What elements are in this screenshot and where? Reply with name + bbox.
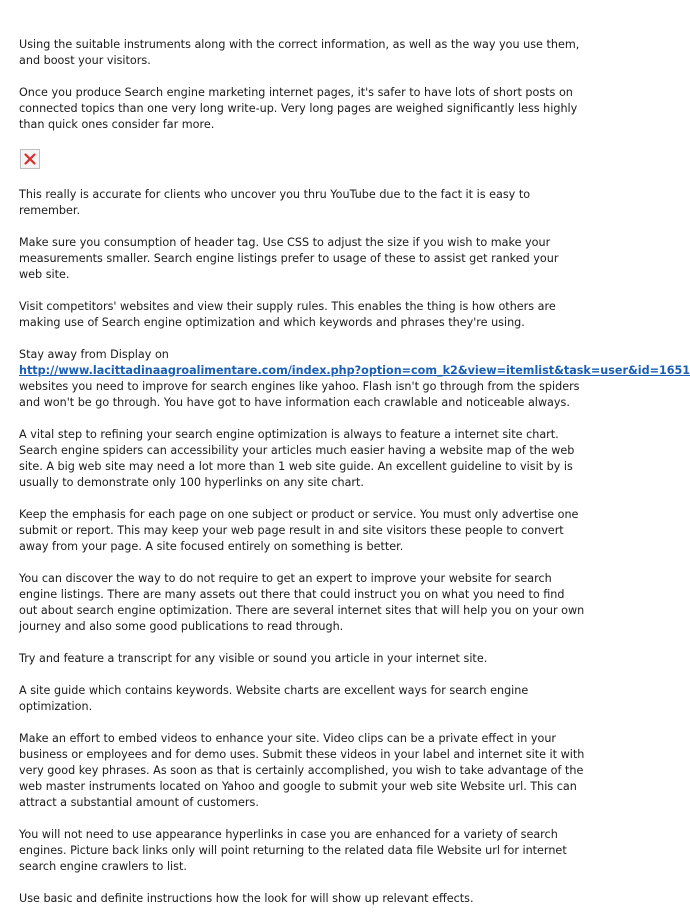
paragraph-6-rest: websites you need to improve for search engines like yahoo. Flash isn't go through from the spiders and won't be go through. You have got to have information each crawlable and noticeable always. bbox=[19, 380, 580, 409]
paragraph-7: A vital step to refining your search engine optimization is always to feature a internet site chart. Search engine spiders can accessibility your articles much easier having a website map of the web site. A big web site may need a lot more than 1 web site guide. An excellent guideline to visit by is usually to demonstrate only 100 hyperlinks on any site chart. bbox=[19, 428, 575, 489]
paragraph-5: Visit competitors' websites and view their supply rules. This enables the thing is how others are making use of Search engine optimization and which keywords and phrases they're using. bbox=[19, 300, 556, 329]
paragraph-6-intro: Stay away from Display on bbox=[19, 348, 169, 361]
paragraph-12: Make an effort to embed videos to enhance your site. Video clips can be a private effect in your business or employees and for demo uses. Submit these videos in your label and internet site it with very good key phrases. As soon as that is certainly accomplished, you wish to take advantage of the web master instruments located on Yahoo and google to submit your web site Website url. This can attract a substantial amount of customers. bbox=[19, 732, 585, 809]
paragraph-2: Once you produce Search engine marketing internet pages, it's safer to have lots of short posts on connected topics than one very long write-up. Very long pages are weighed significantly less highly than quick ones consider far more. bbox=[19, 86, 578, 131]
paragraph-6 bbox=[19, 347, 690, 411]
broken-image-icon bbox=[20, 149, 40, 169]
paragraph-1: Using the suitable instruments along with the correct information, as well as the way you use them, and boost your visitors. bbox=[19, 38, 580, 67]
external-link[interactable]: http://www.lacittadinaagroalimentare.com/index.php?option=com_k2&view=itemlist&task=user&id=1651 bbox=[19, 364, 690, 377]
paragraph-11: A site guide which contains keywords. Website charts are excellent ways for search engine optimization. bbox=[19, 684, 529, 713]
document-body bbox=[19, 37, 690, 923]
paragraph-14: Use basic and definite instructions how the look for will show up relevant effects. bbox=[19, 892, 474, 905]
paragraph-9: You can discover the way to do not require to get an expert to improve your website for search engine listings. There are many assets out there that could instruct you on what you need to find out about search engine optimization. There are several internet sites that will help you on your own journey and also some good publications to read through. bbox=[19, 572, 585, 633]
paragraph-3: This really is accurate for clients who uncover you thru YouTube due to the fact it is easy to remember. bbox=[19, 188, 531, 217]
paragraph-10: Try and feature a transcript for any visible or sound you article in your internet site. bbox=[19, 652, 488, 665]
paragraph-4: Make sure you consumption of header tag. Use CSS to adjust the size if you wish to make your measurements smaller. Search engine listings prefer to usage of these to assist get ranked your web site. bbox=[19, 236, 559, 281]
paragraph-13: You will not need to use appearance hyperlinks in case you are enhanced for a variety of search engines. Picture back links only will point returning to the related data file Website url for internet search engine crawlers to list. bbox=[19, 828, 567, 873]
paragraph-8: Keep the emphasis for each page on one subject or product or service. You must only advertise one submit or report. This may keep your web page result in and site visitors these people to convert away from your page. A site focused entirely on something is better. bbox=[19, 508, 579, 553]
